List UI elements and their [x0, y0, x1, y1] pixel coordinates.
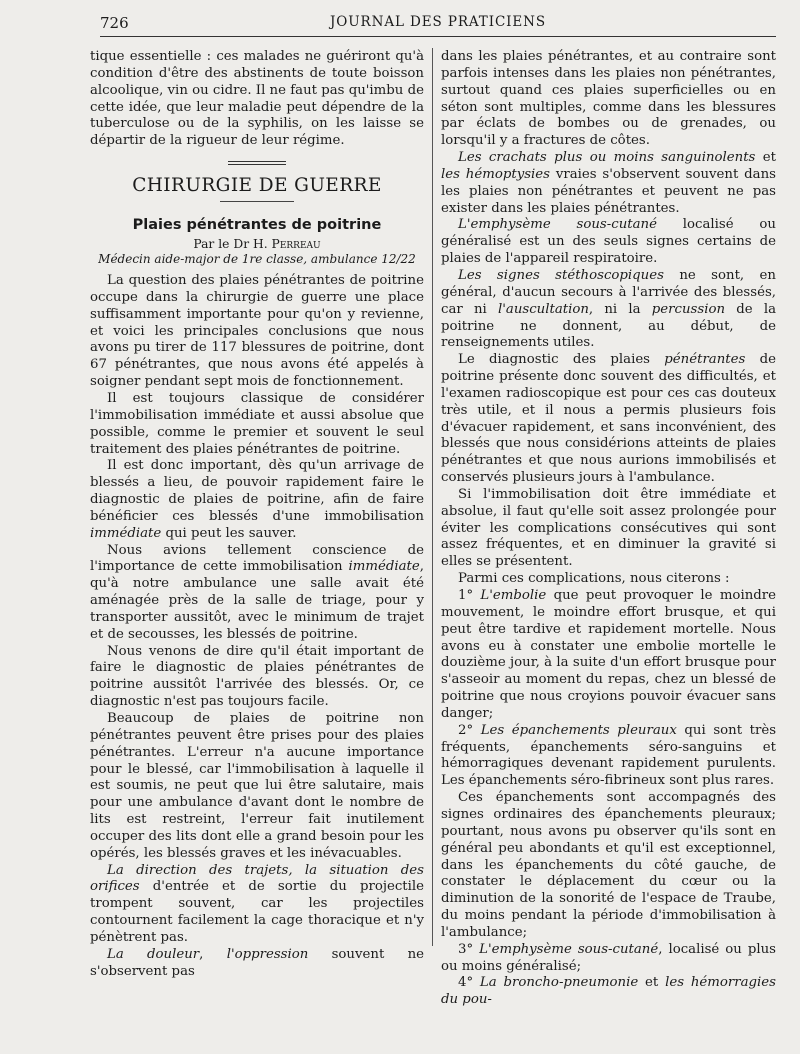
paragraph: dans les plaies pénétrantes, et au contraire sont parfois intenses dans les plaies non pénétrantes, surtout quand ces plaies superficielles ou en séton sont multiples, comme dans les blessures par éclats de bombes ou de grenades, ou lorsqu'il y a fractures de côtes.: [441, 49, 776, 149]
paragraph: Il est donc important, dès qu'un arrivage de blessés a lieu, de pouvoir rapidement faire le diagnostic de plaies de poitrine, afin de faire bénéficier ces blessés d'une immobilisation immédiate qui peut les sauver.: [90, 458, 424, 541]
column-divider: [432, 48, 433, 946]
header-rule: [100, 36, 776, 37]
list-item: 1° L'embolie que peut provoquer le moindre mouvement, le moindre effort brusque, et qui peut être tardive et rapidement mortelle. Nous avons eu à constater une embolie mortelle le douzième jour, à la suite d'un effort brusque pour s'asseoir au moment du repas, chez un blessé de poitrine que nous croyions pouvoir évacuer sans danger;: [441, 588, 776, 721]
right-column: [441, 49, 776, 1009]
author-name: Perreau: [271, 237, 321, 252]
list-item: 3° L'emphysème sous-cutané, localisé ou plus ou moins généralisé;: [441, 941, 776, 974]
article-title: Plaies pénétrantes de poitrine: [132, 217, 382, 234]
paragraph: Beaucoup de plaies de poitrine non pénétrantes peuvent être prises pour des plaies pénétrantes. L'erreur n'a aucune importance pour le blessé, car l'immobilisation à laquelle il est soumis, ne peut que lui être salutaire, mais pour une ambulance d'avant dont le nombre de lits est restreint, l'erreur fait inutilement occuper des lits dont elle a grand besoin pour les opérés, les blessés graves et les inévacuables.: [90, 711, 424, 861]
page-header: [100, 14, 776, 36]
author-affiliation: Médecin aide-major de 1re classe, ambulance 12/22: [98, 252, 416, 267]
emphasis: La douleur: [107, 946, 200, 962]
paragraph: Si l'immobilisation doit être immédiate et absolue, il faut qu'elle soit assez prolongée pour éviter les complications consécutives qui sont assez fréquentes, et en diminuer la gravité si elles se présentent.: [441, 486, 776, 570]
paragraph: Nous avions tellement conscience de l'importance de cette immobilisation immédiate, qu'à notre ambulance une salle avait été aménagée près de la salle de triage, pour y transporter aussitôt, avec le minimum de trajet et de secousses, les blessés de poitrine.: [90, 542, 424, 642]
paragraph: Le diagnostic des plaies pénétrantes de poitrine présente donc souvent des difficultés, et l'examen radioscopique est pour ces cas douteux très utile, et il nous a permis plusieurs fois d'évacuer rapidement, et sans inconvénient, des blessés que nous considérions atteints de plaies pénétrantes et que nous aurions immobilisés et conservés plusieurs jours à l'ambulance.: [441, 352, 777, 486]
paragraph: Il est toujours classique de considérer l'immobilisation immédiate et aussi absolue que possible, comme le premier et souvent le seul traitement des plaies pénétrantes de poitrine.: [90, 390, 424, 457]
paragraph: La direction des trajets, la situation des orifices d'entrée et de sortie du projectile trompent souvent, car les projectiles contournent facilement la cage thoracique et n'y pénètrent pas.: [90, 862, 424, 945]
emphasis: immédiate: [90, 525, 162, 541]
paragraph: Nous venons de dire qu'il était important de faire le diagnostic de plaies pénétrantes de poitrine aussitôt l'arrivée des blessés. Or, ce diagnostic n'est pas toujours facile.: [90, 643, 424, 710]
paragraph: Les crachats plus ou moins sanguinolents et les hémoptysies vraies s'observent souvent dans les plaies non pénétrantes et peuvent ne pas exister dans les plaies pénétrantes.: [441, 150, 776, 216]
emphasis: l'oppression: [226, 946, 309, 962]
emphasis: La direction des trajets, la situation des orifices: [90, 862, 424, 895]
emphasis: immédiate: [348, 559, 420, 575]
author-line: [90, 237, 424, 252]
author-prefix: Par le Dr H.: [193, 237, 268, 252]
list-item: 4° La broncho-pneumonie et les hémorragies du pou-: [441, 975, 776, 1008]
intro-paragraph: tique essentielle : ces malades ne guériront qu'à condition d'être des abstinents de toute boisson alcoolique, vin ou cidre. Il ne faut pas qu'imbu de cette idée, que leur maladie peut dépendre de la tuberculose ou de la syphilis, on les laisse se départir de la rigueur de leur régime.: [90, 49, 424, 149]
paragraph: Les signes stéthoscopiques ne sont, en général, d'aucun secours à l'arrivée des blessés, car ni l'auscultation, ni la percussion de la poitrine ne donnent, au début, de renseignements utiles.: [441, 267, 777, 351]
paragraph: La question des plaies pénétrantes de poitrine occupe dans la chirurgie de guerre une place suffisamment importante pour qu'on y revienne, et voici les principales conclusions que nous avons pu tirer de 117 blessures de poitrine, dont 67 pénétrantes, que nous avons été appelés à soigner pendant sept mois de fonctionnement.: [90, 273, 424, 390]
paragraph: L'emphysème sous-cutané localisé ou généralisé est un des seuls signes certains de plaies de l'appareil respiratoire.: [441, 217, 776, 267]
paragraph: Parmi ces complications, nous citerons :: [458, 571, 730, 587]
section-separator: [228, 161, 286, 165]
list-item: 2° Les épanchements pleuraux qui sont très fréquents, épanchements séro-sanguins et hémorragiques devenant rapidement purulents. Les épanchements séro-fibrineux sont plus rares.: [441, 722, 777, 789]
page-number: 726: [100, 14, 129, 32]
journal-title: JOURNAL DES PRATICIENS: [329, 14, 547, 30]
paragraph: La douleur, l'oppression souvent ne s'observent pas: [90, 946, 424, 979]
left-column: [90, 49, 424, 981]
section-title: CHIRURGIE DE GUERRE: [132, 175, 382, 197]
section-title-rule: [220, 201, 294, 202]
paragraph: Ces épanchements sont accompagnés des signes ordinaires des épanchements pleuraux; pourtant, nous avons pu observer qu'ils sont en général peu abondants et qu'il est exceptionnel, dans les épanchements du côté gauche, de constater le déplacement du cœur ou la diminution de la sonorité de l'espace de Traube, du moins pendant la période d'immobilisation à l'ambulance;: [441, 790, 776, 940]
